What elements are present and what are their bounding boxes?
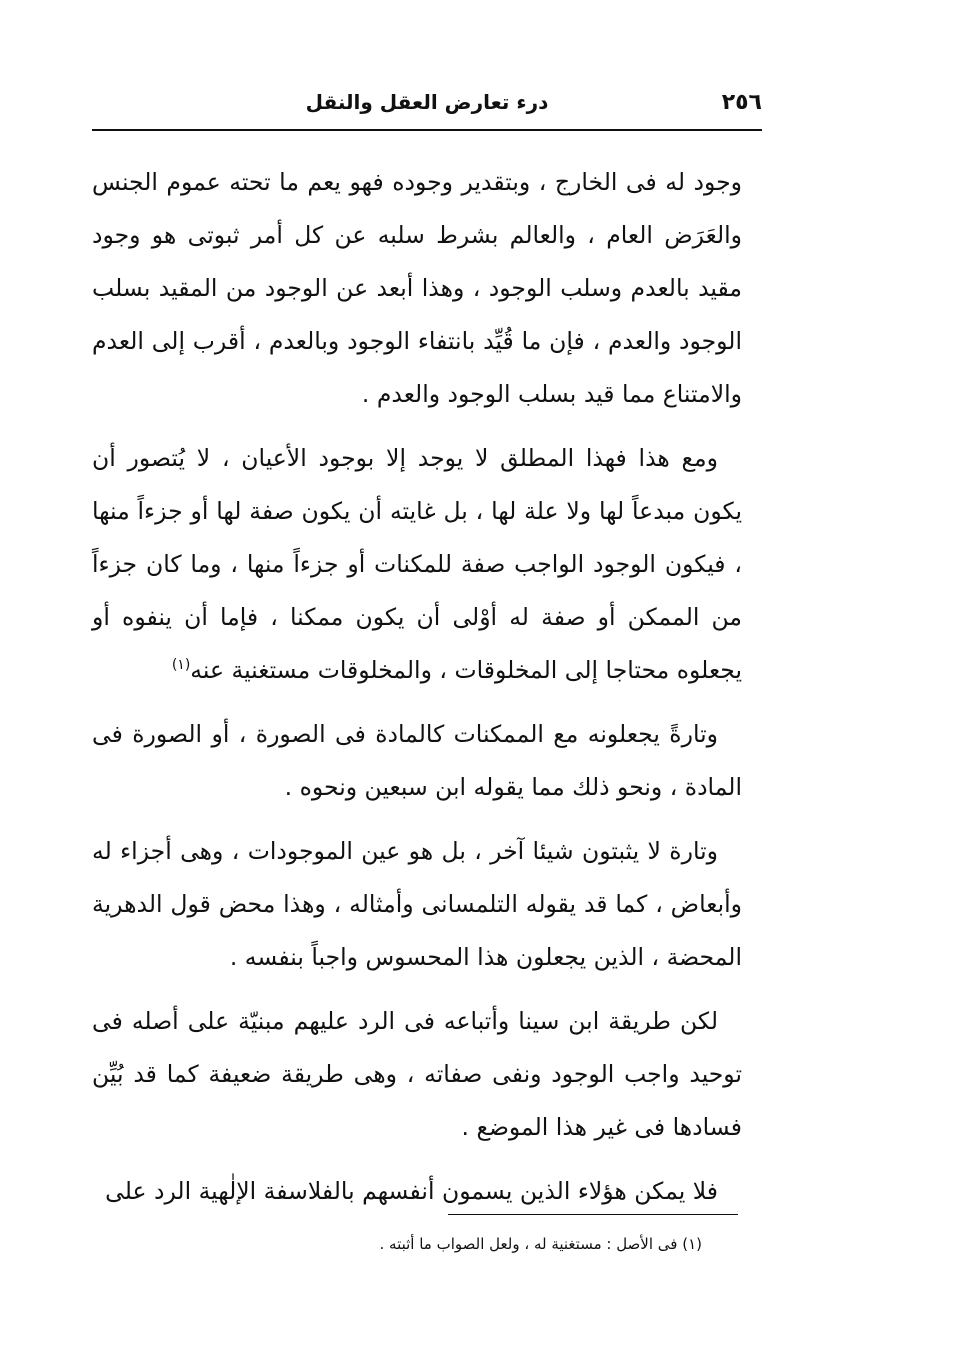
paragraph-3: وتارةً يجعلونه مع الممكنات كالمادة فى الصورة ، أو الصورة فى المادة ، ونحو ذلك مما يقوله ابن سبعين ونحوه . <box>92 720 742 801</box>
paragraph-5: لكن طريقة ابن سينا وأتباعه فى الرد عليهم مبنيّة على أصله فى توحيد واجب الوجود ونفى صفاته ، وهى طريقة ضعيفة كما قد بُيِّن فسادها فى غير هذا الموضع . <box>92 1007 742 1141</box>
running-header <box>92 86 762 122</box>
footnote-marker: (١) <box>171 657 191 674</box>
header-rule <box>92 129 762 131</box>
footnote: (١) فى الأصل : مستغنية له ، ولعل الصواب ما أثبته . <box>379 1235 702 1253</box>
paragraph-1: وجود له فى الخارج ، وبتقدير وجوده فهو يعم ما تحته عموم الجنس والعَرَض العام ، والعالم بشرط سلبه عن كل أمر ثبوتى هو وجود مقيد بالعدم وسلب الوجود ، وهذا أبعد عن الوجود من المقيد بسلب الوجود والعدم ، فإن ما قُيِّد بانتفاء الوجود وبالعدم ، أقرب إلى العدم والامتناع مما قيد بسلب الوجود والعدم . <box>92 168 742 408</box>
paragraph-6: فلا يمكن هؤلاء الذين يسمون أنفسهم بالفلاسفة الإلٰهية الرد على <box>105 1177 718 1205</box>
paragraph-4: وتارة لا يثبتون شيئا آخر ، بل هو عين الموجودات ، وهى أجزاء له وأبعاض ، كما قد يقوله التلمسانى وأمثاله ، وهذا محض قول الدهرية المحضة ، الذين يجعلون هذا المحسوس واجباً بنفسه . <box>92 837 742 971</box>
body-text <box>92 156 742 1229</box>
page-number: ٢٥٦ <box>721 90 762 115</box>
paragraph-2-text: ومع هذا فهذا المطلق لا يوجد إلا بوجود الأعيان ، لا يُتصور أن يكون مبدعاً لها ولا علة لها ، بل غايته أن يكون صفة لها أو جزءاً منها ، فيكون الوجود الواجب صفة للمكنات أو جزءاً منها ، وما كان جزءاً من الممكن أو صفة له أوْلى أن يكون ممكنا ، فإما أن ينفوه أو يجعلوه محتاجا إلى المخلوقات ، والمخلوقات مستغنية عنه <box>92 444 742 684</box>
paragraph-2 <box>92 432 742 697</box>
running-title: درء تعارض العقل والنقل <box>305 90 549 114</box>
footnote-rule <box>448 1214 738 1215</box>
